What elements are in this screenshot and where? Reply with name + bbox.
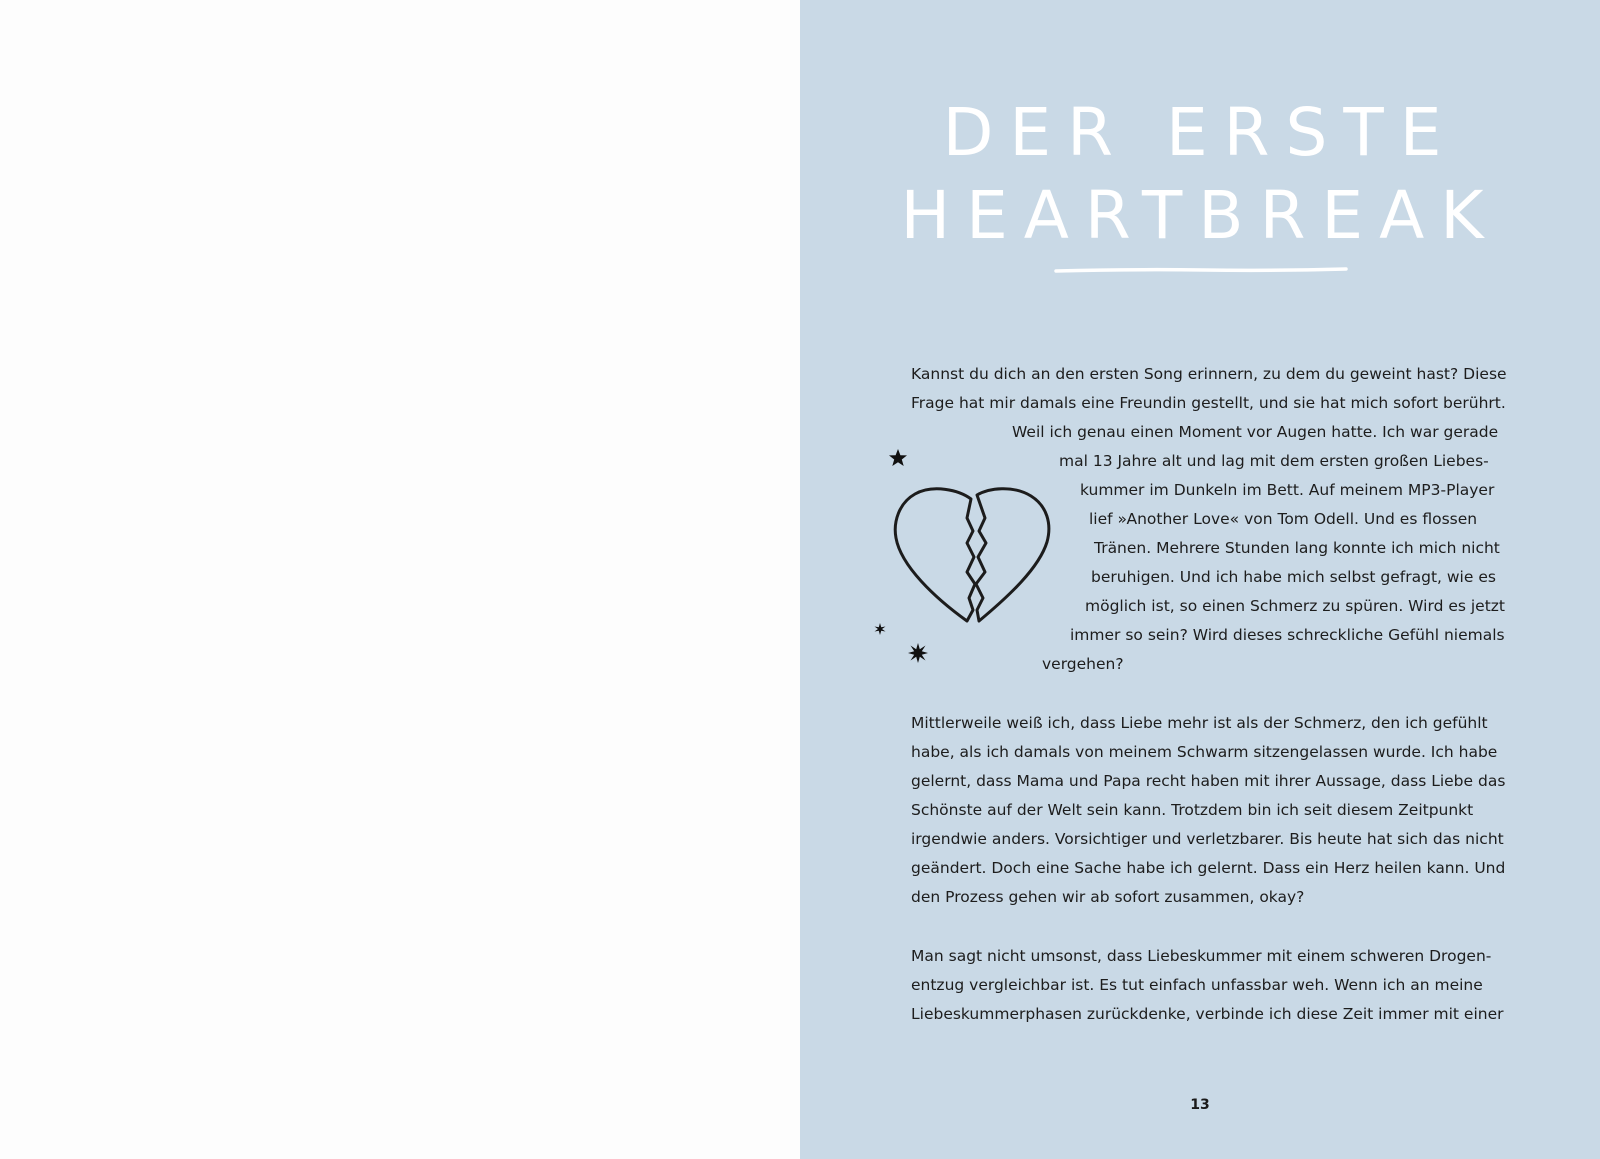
paragraph-line: habe, als ich damals von meinem Schwarm sitzengelassen wurde. Ich habe bbox=[911, 743, 1498, 761]
chapter-title-line-2: HEARTBREAK bbox=[900, 177, 1500, 254]
paragraph-line: den Prozess gehen wir ab sofort zusammen, okay? bbox=[911, 888, 1305, 906]
paragraph-line: immer so sein? Wird dieses schreckliche Gefühl niemals bbox=[1070, 626, 1505, 644]
paragraph-line: irgendwie anders. Vorsichtiger und verletzbarer. Bis heute hat sich das nicht bbox=[911, 830, 1504, 848]
paragraph-line: möglich ist, so einen Schmerz zu spüren. Wird es jetzt bbox=[1085, 597, 1506, 615]
paragraph-line: Kannst du dich an den ersten Song erinnern, zu dem du geweint hast? Diese bbox=[911, 365, 1507, 383]
page-number: 13 bbox=[1190, 1097, 1210, 1113]
paragraph-line: Frage hat mir damals eine Freundin gestellt, und sie hat mich sofort berührt. bbox=[911, 394, 1506, 412]
paragraph-line: Mittlerweile weiß ich, dass Liebe mehr ist als der Schmerz, den ich gefühlt bbox=[911, 714, 1488, 732]
broken-heart-icon bbox=[893, 486, 1053, 628]
paragraph-line: geändert. Doch eine Sache habe ich gelernt. Dass ein Herz heilen kann. Und bbox=[911, 859, 1506, 877]
paragraph-line: mal 13 Jahre alt und lag mit dem ersten großen Liebes- bbox=[1059, 452, 1489, 470]
paragraph-line: gelernt, dass Mama und Papa recht haben mit ihrer Aussage, dass Liebe das bbox=[911, 772, 1506, 790]
title-underline bbox=[1054, 266, 1348, 276]
star-icon bbox=[888, 448, 908, 468]
paragraph-line: Man sagt nicht umsonst, dass Liebeskummer mit einem schweren Drogen- bbox=[911, 947, 1492, 965]
sparkle-icon bbox=[874, 623, 886, 635]
paragraph-line: entzug vergleichbar ist. Es tut einfach unfassbar weh. Wenn ich an meine bbox=[911, 976, 1483, 994]
paragraph-line: vergehen? bbox=[1042, 655, 1124, 673]
paragraph-line: lief »Another Love« von Tom Odell. Und es flossen bbox=[1089, 510, 1478, 528]
paragraph-line: Liebeskummerphasen zurückdenke, verbinde ich diese Zeit immer mit einer bbox=[911, 1005, 1504, 1023]
paragraph-line: beruhigen. Und ich habe mich selbst gefragt, wie es bbox=[1091, 568, 1496, 586]
paragraph-line: Schönste auf der Welt sein kann. Trotzdem bin ich seit diesem Zeitpunkt bbox=[911, 801, 1474, 819]
paragraph-line: Weil ich genau einen Moment vor Augen hatte. Ich war gerade bbox=[1012, 423, 1499, 441]
paragraph-line: kummer im Dunkeln im Bett. Auf meinem MP3-Player bbox=[1080, 481, 1495, 499]
asterisk-star-icon bbox=[908, 643, 928, 663]
chapter-title-line-1: DER ERSTE bbox=[942, 94, 1458, 171]
paragraph-line: Tränen. Mehrere Stunden lang konnte ich mich nicht bbox=[1094, 539, 1500, 557]
